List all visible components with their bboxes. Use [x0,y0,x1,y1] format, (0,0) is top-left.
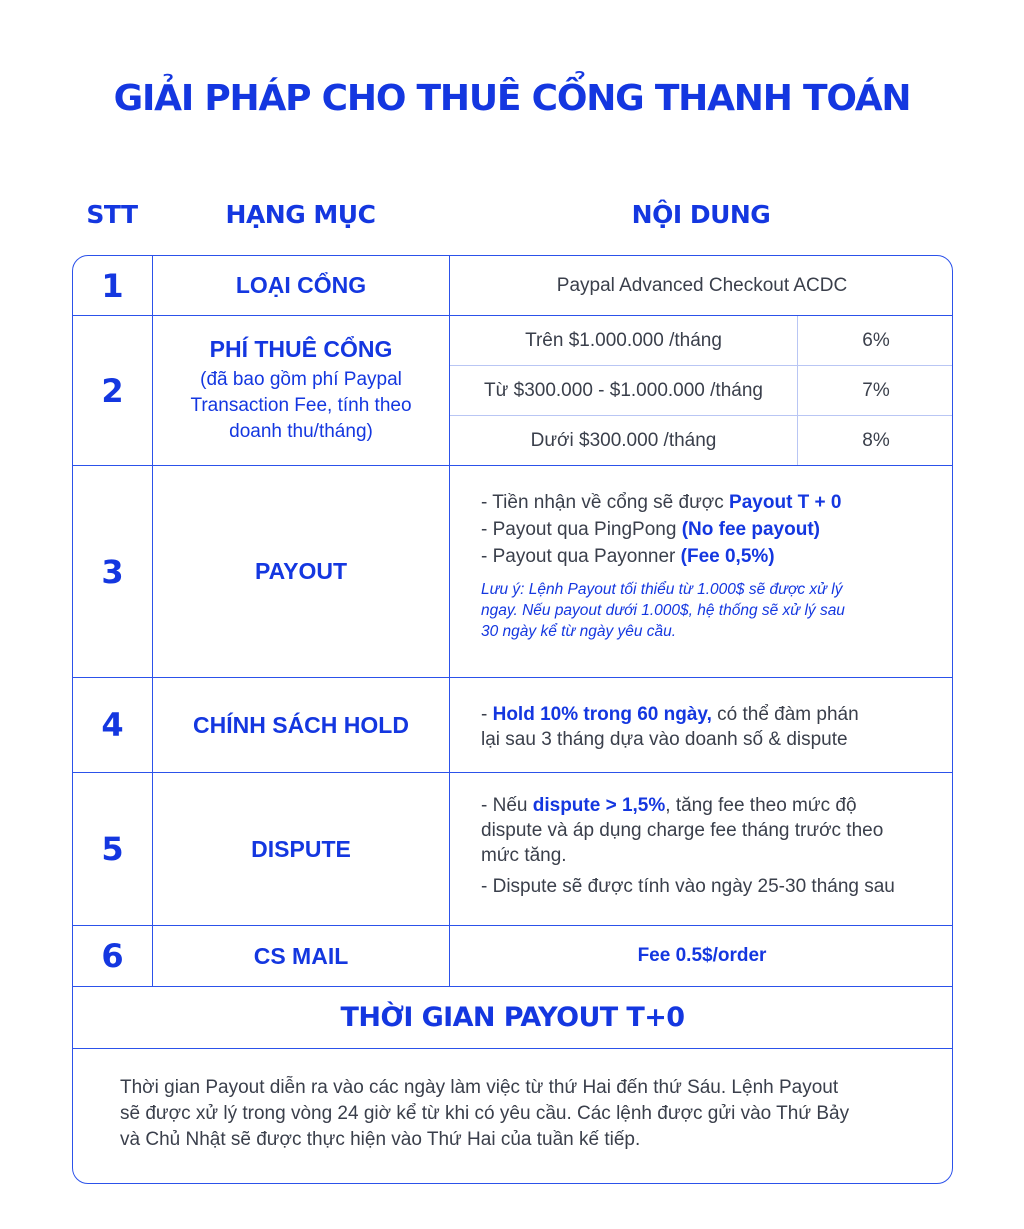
payout-details [481,490,845,642]
header-category: HẠNG MỤC [225,200,376,229]
payout-time-header [73,987,952,1049]
fee-tier-value: 8% [862,429,890,451]
row-category: PHÍ THUÊ CỔNG [209,336,393,362]
section-title: THỜI GIAN PAYOUT T+0 [340,1002,685,1033]
pricing-table [72,255,953,1184]
header-content: NỘI DUNG [631,200,771,229]
fee-tier-range: Trên $1.000.000 /tháng [450,316,798,365]
row-number: 6 [101,937,124,975]
row-category: PAYOUT [254,558,348,584]
table-row-4 [73,678,952,773]
payout-bullet-3: - Payout qua Payonner [481,546,681,567]
fee-tier-value: 6% [862,329,890,351]
cs-mail-fee: Fee 0.5$/order [637,945,767,966]
header-stt: STT [86,200,138,229]
row-number: 4 [101,706,124,744]
row-number: 5 [101,830,124,868]
fee-tier-value: 7% [862,379,890,401]
dispute-highlight: dispute > 1,5% [532,795,666,816]
dispute-text-line: dispute và áp dụng charge fee tháng trước theo [481,820,884,841]
row-number: 2 [101,371,124,410]
fee-tier-row [450,416,953,465]
dispute-details [481,793,895,899]
row-category: LOẠI CỔNG [235,272,367,298]
payout-bullet-1: - Tiền nhận về cổng sẽ được [481,492,730,513]
table-row-3 [73,466,952,678]
fee-tier-range: Dưới $300.000 /tháng [450,416,798,465]
dispute-text: - Nếu [481,795,533,816]
fee-tier-table [450,316,953,465]
hold-dash: - [481,704,493,725]
dispute-text-line: mức tăng. [481,845,567,866]
payout-note-line: 30 ngày kể từ ngày yêu cầu. [481,623,677,640]
page-title: GIẢI PHÁP CHO THUÊ CỔNG THANH TOÁN [113,78,911,119]
payout-time-description [120,1075,920,1153]
payout-bullet-2: - Payout qua PingPong [481,519,682,540]
row-category: CS MAIL [253,942,349,969]
hold-text: có thể đàm phán [711,704,859,725]
description-line: sẽ được xử lý trong vòng 24 giờ kể từ khi có yêu cầu. Các lệnh được gửi vào Thứ Bảy [120,1103,850,1124]
row-number: 3 [101,552,124,591]
table-row-2 [73,316,952,466]
fee-tier-row [450,316,953,366]
row-category: DISPUTE [251,835,351,862]
hold-text-line-2: lại sau 3 tháng dựa vào doanh số & dispute [481,729,848,750]
hold-policy-details [481,702,859,752]
table-row-1 [73,256,952,316]
row-category-note: (đã bao gồm phí Paypal Transaction Fee, tính theo doanh thu/tháng) [190,369,412,442]
payout-bullet-3-highlight: (Fee 0,5%) [680,546,775,567]
fee-tier-range: Từ $300.000 - $1.000.000 /tháng [450,366,798,415]
payout-bullet-1-highlight: Payout T + 0 [729,492,842,513]
row-category: CHÍNH SÁCH HOLD [193,711,409,738]
table-row-5 [73,773,952,926]
hold-highlight: Hold 10% trong 60 ngày, [492,704,712,725]
payout-note-line: Lưu ý: Lệnh Payout tối thiểu từ 1.000$ sẽ được xử lý [481,581,843,598]
payout-bullet-2-highlight: (No fee payout) [681,519,820,540]
dispute-text: , tăng fee theo mức độ [665,795,857,816]
gateway-type: Paypal Advanced Checkout ACDC [556,274,848,296]
row-number: 1 [101,266,124,305]
description-line: Thời gian Payout diễn ra vào các ngày làm việc từ thứ Hai đến thứ Sáu. Lệnh Payout [120,1077,839,1098]
description-line: và Chủ Nhật sẽ được thực hiện vào Thứ Hai của tuần kế tiếp. [120,1129,641,1150]
fee-tier-row [450,366,953,416]
dispute-text-line: - Dispute sẽ được tính vào ngày 25-30 tháng sau [481,876,895,897]
payout-note-line: ngay. Nếu payout dưới 1.000$, hệ thống sẽ xử lý sau [481,602,845,619]
table-row-6 [73,926,952,987]
